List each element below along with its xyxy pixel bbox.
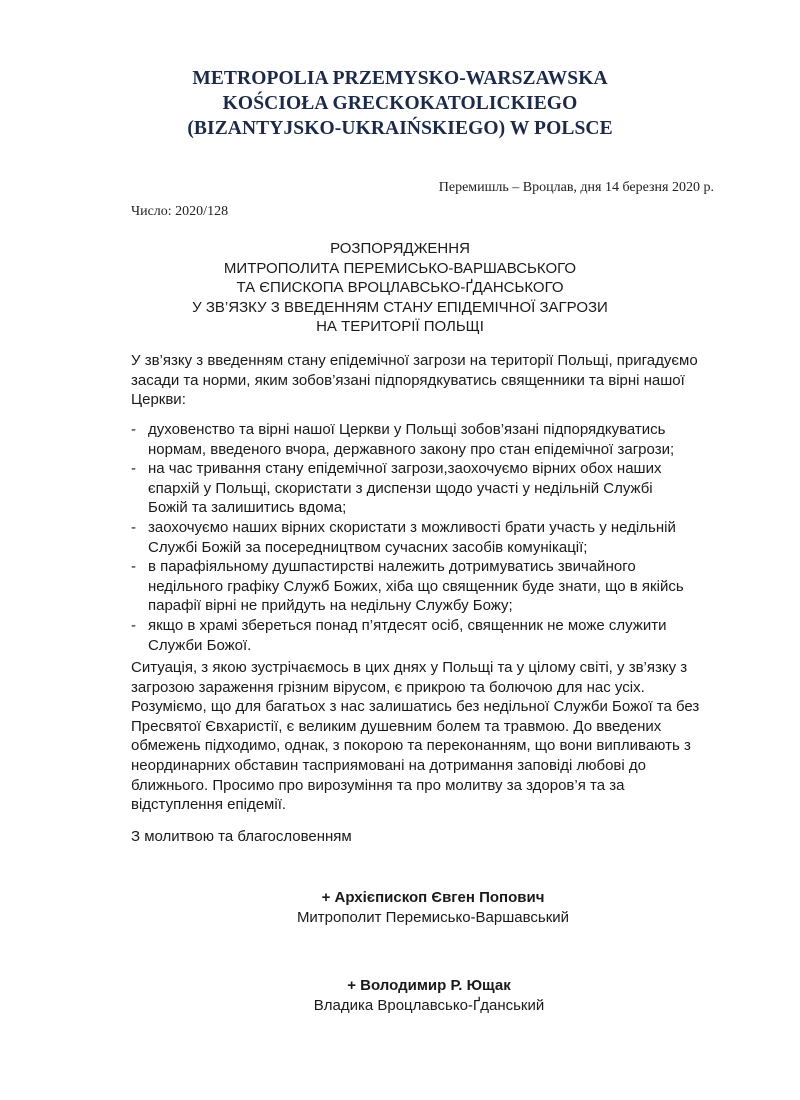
text-line: ближнього. Просимо про вирозуміння та про молитву за здоров’я та за bbox=[131, 776, 625, 794]
document-number: Число: 2020/128 bbox=[131, 204, 229, 219]
text-line: в парафіяльному душпастирстві належить дотримуватись звичайного bbox=[148, 558, 636, 576]
rules-list bbox=[131, 420, 731, 655]
text-line: засади та норми, яким зобов’язані підпорядкуватись священники та вірні нашої bbox=[131, 371, 685, 389]
title-line: РОЗПОРЯДЖЕННЯ bbox=[330, 240, 470, 257]
signatory-role: Владика Вроцлавсько-Ґданський bbox=[313, 997, 545, 1014]
text-line: відступлення епідемії. bbox=[131, 796, 287, 814]
text-line: неординарних обставин тасприямовані на дотримання заповіді любові до bbox=[131, 756, 646, 774]
intro-paragraph bbox=[131, 351, 731, 410]
title-line: НА ТЕРИТОРІЇ ПОЛЬЩІ bbox=[316, 318, 484, 336]
letterhead-line: METROPOLIA PRZEMYSKO-WARSZAWSKA bbox=[192, 68, 608, 89]
text-line: Службі Божій за посередництвом сучасних засобів комунікації; bbox=[148, 538, 588, 556]
text-line: Ситуація, з якою зустрічаємось в цих днях у Польщі та у цілому світі, у зв’язку з bbox=[131, 659, 688, 676]
text-line: духовенство та вірні нашої Церкви у Польщі зобов’язані підпорядкуватись bbox=[148, 421, 666, 438]
list-item bbox=[131, 459, 731, 518]
text-line: єпархій у Польщі, скористати з диспензи щодо участі у недільній Службі bbox=[148, 479, 653, 497]
text-line: нормам, введеного вчора, державного закону про стан епідемічної загрози; bbox=[148, 440, 675, 458]
place-date: Перемишль – Вроцлав, дня 14 березня 2020 р. bbox=[438, 180, 714, 195]
text-line: Церкви: bbox=[131, 391, 186, 409]
title-line: МИТРОПОЛИТА ПЕРЕМИСЬКО-ВАРШАВСЬКОГО bbox=[223, 259, 577, 277]
closing-paragraph bbox=[131, 658, 731, 815]
text-line: якщо в храмі збереться понад п’ятдесят осіб, священник не може служити bbox=[148, 616, 667, 634]
bullet-dash: - bbox=[131, 421, 136, 438]
list-item bbox=[131, 616, 731, 655]
text-line: парафії вірні не прийдуть на недільну Службу Божу; bbox=[148, 597, 513, 615]
text-line: недільного графіку Служб Божих, хіба що священник буде знати, що в якійсь bbox=[148, 577, 684, 595]
bullet-dash: - bbox=[131, 460, 136, 478]
text-line: обмежень підходимо, однак, з покорою та переконанням, що вони випливають з bbox=[131, 737, 691, 755]
letterhead-line: KOŚCIOŁA GRECKOKATOLICKIEGO bbox=[222, 93, 578, 114]
signatory-name: + Архієпископ Євген Попович bbox=[321, 889, 545, 906]
letterhead-line: (BIZANTYJSKO-UKRAIŃSKIEGO) W POLSCE bbox=[187, 118, 613, 139]
text-line: Розуміємо, що для багатьох з нас залишатись без недільної Служби Божої та без bbox=[131, 698, 700, 716]
signatory-name: + Володимир Р. Ющак bbox=[347, 977, 511, 994]
blessing-line: З молитвою та благословенням bbox=[131, 828, 352, 845]
title-line: У ЗВ’ЯЗКУ З ВВЕДЕННЯМ СТАНУ ЕПІДЕМІЧНОЇ ЗАГРОЗИ bbox=[192, 298, 608, 316]
text-line: Служби Божої. bbox=[148, 636, 252, 654]
list-item bbox=[131, 518, 731, 557]
list-item bbox=[131, 557, 731, 616]
letterhead bbox=[0, 66, 800, 141]
text-line: загрозою зараження грізним вірусом, є прикрою та болючою для нас усіх. bbox=[131, 678, 645, 696]
text-line: на час тривання стану епідемічної загрози,заохочуємо вірних обох наших bbox=[148, 460, 662, 478]
bullet-dash: - bbox=[131, 616, 136, 634]
title-line: ТА ЄПИСКОПА ВРОЦЛАВСЬКО-ҐДАНСЬКОГО bbox=[236, 279, 564, 297]
list-item bbox=[131, 420, 731, 459]
text-line: заохочуємо наших вірних скористати з можливості брати участь у недільній bbox=[148, 518, 676, 536]
signatory-role: Митрополит Перемисько-Варшавський bbox=[296, 909, 570, 926]
text-line: Пресвятої Євхаристії, є великим душевним болем та травмою. До введених bbox=[131, 717, 662, 735]
text-line: Божій та залишитись вдома; bbox=[148, 499, 347, 517]
text-line: У зв’язку з введенням стану епідемічної загрози на території Польщі, пригадуємо bbox=[131, 352, 698, 369]
bullet-dash: - bbox=[131, 518, 136, 536]
bullet-dash: - bbox=[131, 558, 136, 576]
signature-block bbox=[29, 976, 800, 1016]
decree-title bbox=[0, 239, 800, 337]
signature-block bbox=[33, 888, 800, 928]
